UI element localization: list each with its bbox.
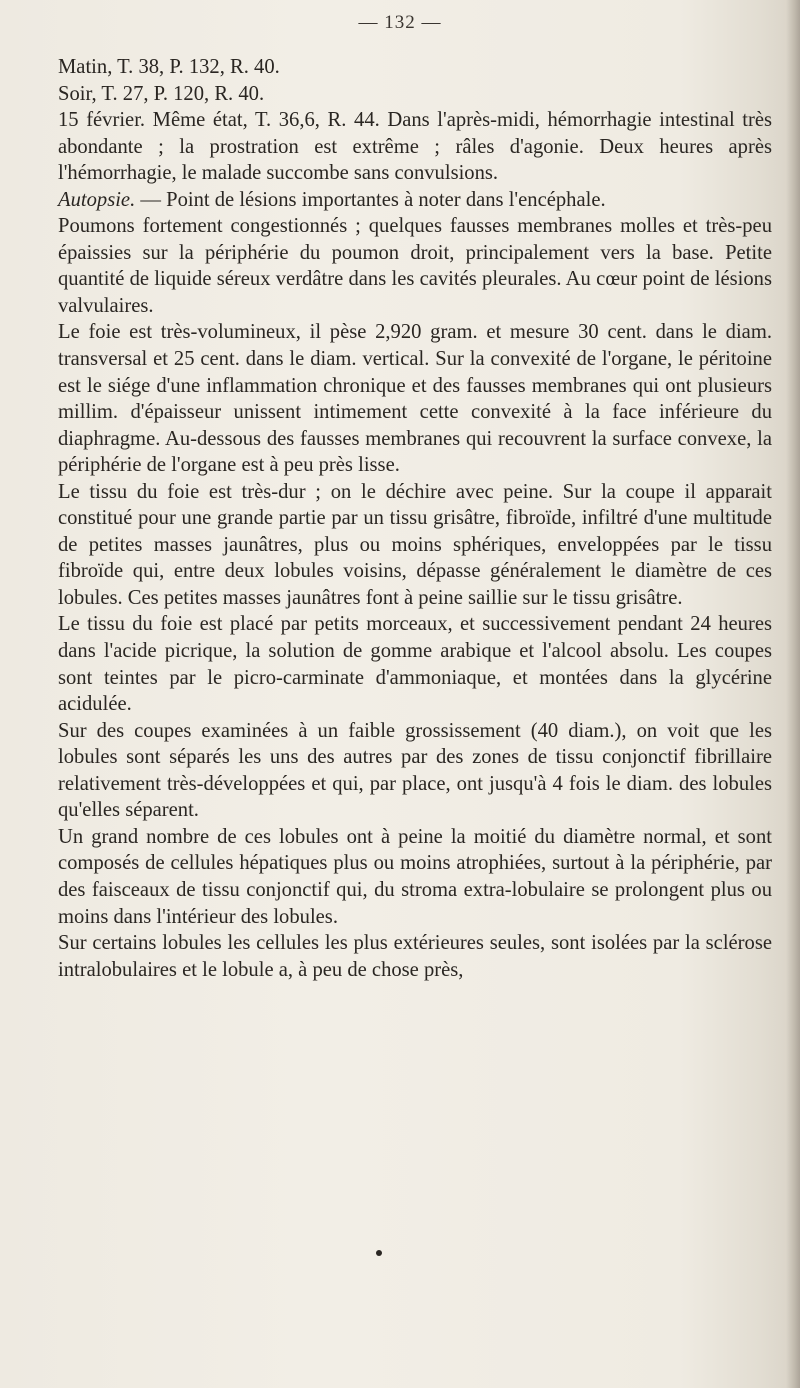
paragraph-foie: Le foie est très-volumineux, il pèse 2,920 gram. et mesure 30 cent. dans le diam. transversal et 25 cent. dans le diam. vertical. Sur la convexité de l'organe, le péritoine est le siége d'une inflammation chronique et des fausses membranes qui ont plusieurs millim. d'épaisseur unissent intimement cette convexité à la face inférieure du diaphragme. Au-dessous des fausses membranes qui recouvrent la surface convexe, la périphérie de l'organe est à peu près lisse.: [58, 321, 772, 477]
paragraph-tissu-foie: Le tissu du foie est très-dur ; on le déchire avec peine. Sur la coupe il apparait constitué pour une grande partie par un tissu grisâtre, fibroïde, infiltré d'une multitude de petites masses jaunâtres, plus ou moins sphériques, enveloppées par le tissu fibroïde qui, entre deux lobules voisins, dépasse généralement le diamètre de ces lobules. Ces petites masses jaunâtres font à peine saillie sur le tissu grisâtre.: [58, 480, 772, 609]
paragraph-lobules: Un grand nombre de ces lobules ont à peine la moitié du diamètre normal, et sont composés de cellules hépatiques plus ou moins atrophiées, surtout à la périphérie, par des faisceaux de tissu conjonctif qui, du stroma extra-lobulaire se prolongent plus ou moins dans l'intérieur des lobules.: [58, 825, 772, 928]
paragraph-certains-lobules: Sur certains lobules les cellules les plus extérieures seules, sont isolées par la sclérose intralobulaires et le lobule a, à peu de chose près,: [58, 932, 772, 981]
paragraph-autopsie: [58, 187, 772, 214]
paragraph-coupes: Sur des coupes examinées à un faible grossissement (40 diam.), on voit que les lobules sont séparés les uns des autres par des zones de tissu conjonctif fibrillaire relativement très-développées et qui, par place, ont jusqu'à 4 fois le diam. des lobules qu'elles séparent.: [58, 719, 772, 822]
autopsie-label: Autopsie.: [58, 188, 136, 211]
ink-dot: [376, 1250, 382, 1256]
paragraph-15-fevrier: 15 février. Même état, T. 36,6, R. 44. Dans l'après-midi, hémorrhagie intestinal très abondante ; la prostration est extrême ; râles d'agonie. Deux heures après l'hémorrhagie, le malade succombe sans convulsions.: [58, 109, 772, 185]
paragraph-matin: Matin, T. 38, P. 132, R. 40.: [58, 56, 280, 78]
paragraph-poumons: Poumons fortement congestionnés ; quelques fausses membranes molles et très-peu épaissies sur la périphérie du poumon droit, principalement vers la base. Petite quantité de liquide séreux verdâtre dans les cavités pleurales. Au cœur point de lésions valvulaires.: [58, 215, 772, 317]
body-text: [58, 54, 772, 983]
autopsie-text: — Point de lésions importantes à noter dans l'encéphale.: [135, 188, 606, 211]
page-edge-shadow: [786, 0, 800, 1388]
page-number: — 132 —: [358, 12, 442, 33]
paragraph-preparation: Le tissu du foie est placé par petits morceaux, et successivement pendant 24 heures dans l'acide picrique, la solution de gomme arabique et l'alcool absolu. Les coupes sont teintes par le picro-carminate d'ammoniaque, et montées dans la glycérine acidulée.: [58, 613, 772, 716]
paragraph-soir: Soir, T. 27, P. 120, R. 40.: [58, 82, 265, 105]
